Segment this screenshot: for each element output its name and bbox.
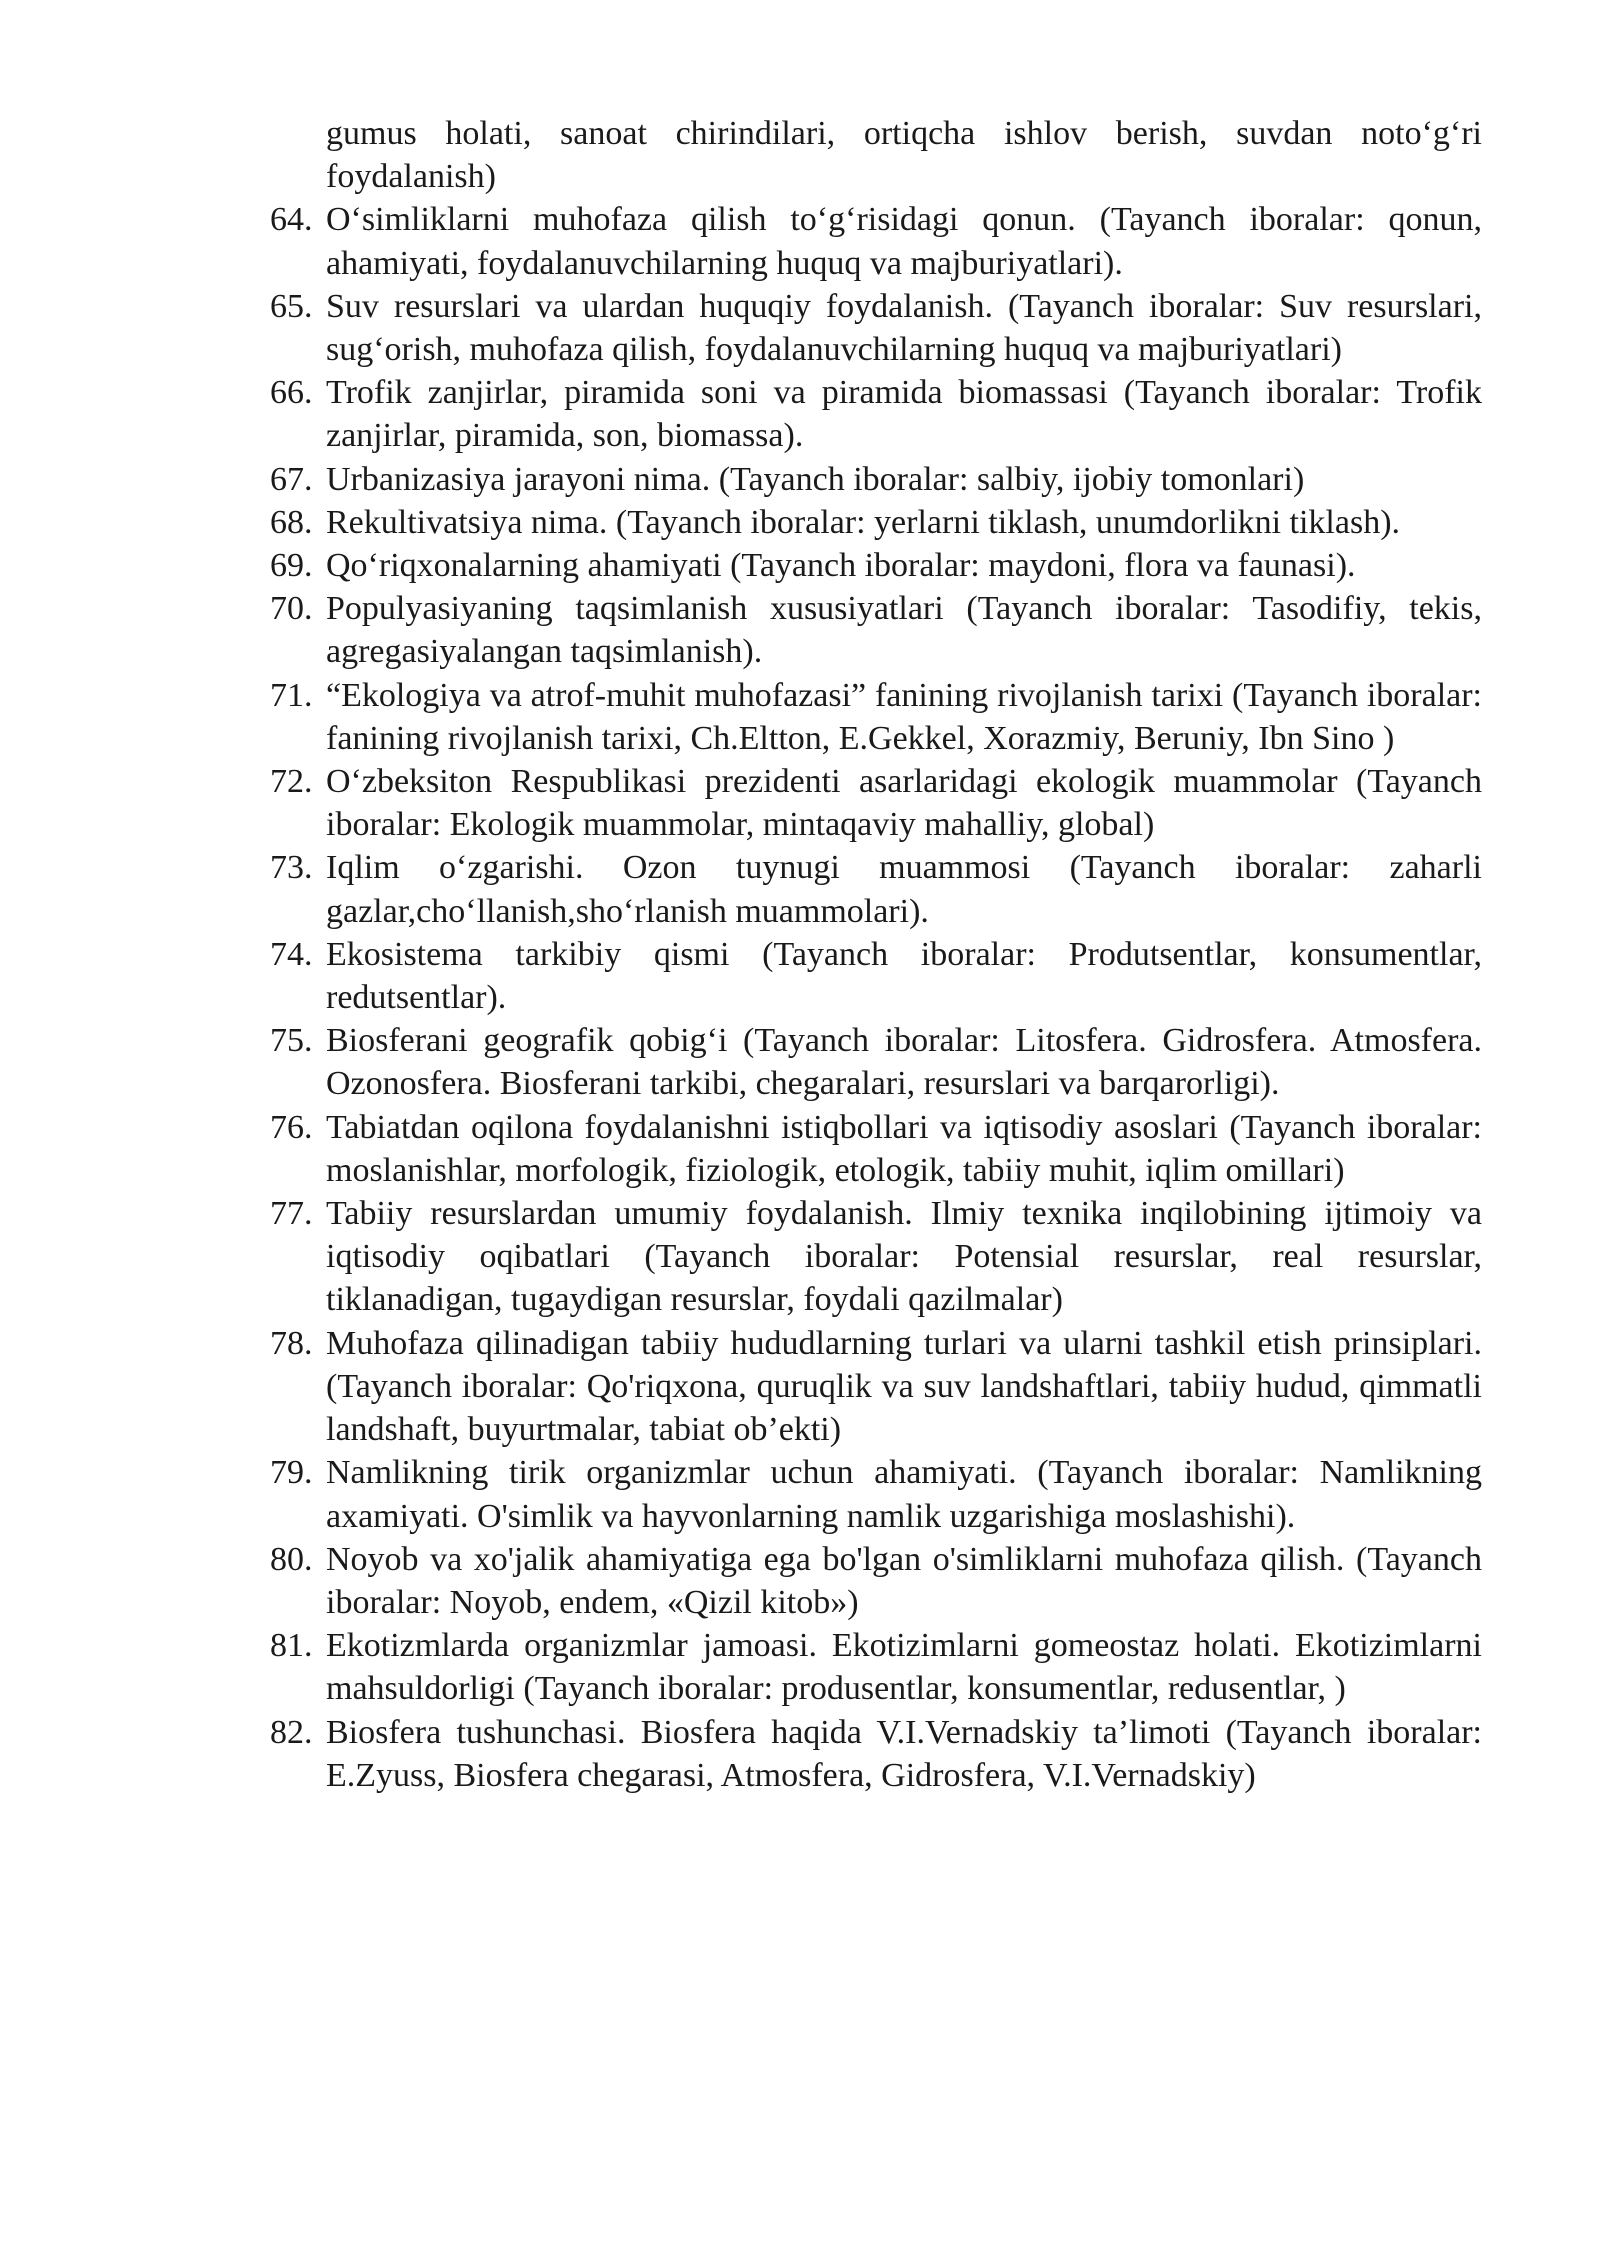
question-item (270, 1322, 1482, 1452)
question-text: Namlikning tirik organizmlar uchun ahamiyati. (Tayanch iboralar: Namlikning axamiyati. O'simlik va hayvonlarning namlik uzgarishiga moslashishi). (326, 1454, 1482, 1535)
question-number: 64. (270, 201, 313, 239)
question-number: 81. (270, 1627, 313, 1665)
question-text: Populyasiyaning taqsimlanish xususiyatlari (Tayanch iboralar: Tasodifiy, tekis, agregasiyalangan taqsimlanish). (326, 590, 1482, 671)
question-number: 72. (270, 763, 313, 801)
question-number: 65. (270, 287, 313, 325)
question-item (270, 285, 1482, 371)
question-number: 70. (270, 590, 313, 628)
question-text: Urbanizasiya jarayoni nima. (Tayanch iboralar: salbiy, ijobiy tomonlari) (326, 460, 1305, 498)
question-text: Suv resurslari va ulardan huquqiy foydalanish. (Tayanch iboralar: Suv resurslari, sug‘orish, muhofaza qilish, foydalanuvchilarning huquq va majburiyatlari) (326, 287, 1482, 369)
question-text: Ekosistema tarkibiy qismi (Tayanch iboralar: Produtsentlar, konsumentlar, redutsentlar). (326, 935, 1482, 1017)
question-item (270, 674, 1482, 760)
question-item (270, 371, 1482, 457)
question-number: 66. (270, 374, 313, 412)
question-item (270, 1106, 1482, 1192)
question-number: 80. (270, 1540, 313, 1578)
question-number: 79. (270, 1454, 313, 1492)
question-text: Rekultivatsiya nima. (Tayanch iboralar: yerlarni tiklash, unumdorlikni tiklash). (326, 503, 1401, 541)
question-item (270, 198, 1482, 284)
question-item (270, 1538, 1482, 1624)
question-text: Noyob va xo'jalik ahamiyatiga ega bo'lgan o'simliklarni muhofaza qilish. (Tayanch iboralar: Noyob, endem, «Qizil kitob») (326, 1540, 1482, 1621)
question-text: Tabiiy resurslardan umumiy foydalanish. Ilmiy texnika inqilobining ijtimoiy va iqtisodiy oqibatlari (Tayanch iboralar: Potensial resurslar, real resurslar, tiklanadigan, tugaydigan resurslar, foydali qazilmalar) (326, 1195, 1482, 1319)
question-number: 71. (270, 676, 313, 714)
question-text: Trofik zanjirlar, piramida soni va piramida biomassasi (Tayanch iboralar: Trofik zanjirlar, piramida, son, biomassa). (326, 374, 1482, 455)
question-item (270, 544, 1482, 587)
question-item (270, 1624, 1482, 1710)
question-number: 69. (270, 547, 313, 585)
question-text: O‘zbeksiton Respublikasi prezidenti asarlaridagi ekologik muammolar (Tayanch iboralar: Ekologik muammolar, mintaqaviy mahalliy, global) (326, 763, 1482, 844)
question-number: 82. (270, 1713, 313, 1751)
question-text: Muhofaza qilinadigan tabiiy hududlarning turlari va ularni tashkil etish prinsiplari. (Tayanch iboralar: Qo'riqxona, quruqlik va suv landshaftlari, tabiiy hudud, qimmatli landshaft, buyurtmalar, tabiat ob’ekti) (326, 1324, 1482, 1449)
question-number: 78. (270, 1324, 313, 1362)
question-item (270, 501, 1482, 544)
question-text: Qo‘riqxonalarning ahamiyati (Tayanch iboralar: maydoni, flora va faunasi). (326, 547, 1356, 585)
question-item (270, 1192, 1482, 1322)
question-text: Biosferani geografik qobig‘i (Tayanch iboralar: Litosfera. Gidrosfera. Atmosfera. Ozonosfera. Biosferani tarkibi, chegaralari, resurslari va barqarorligi). (326, 1022, 1482, 1103)
question-text: O‘simliklarni muhofaza qilish to‘g‘risidagi qonun. (Tayanch iboralar: qonun, ahamiyati, foydalanuvchilarning huquq va majburiyatlari). (326, 201, 1482, 282)
question-item (270, 846, 1482, 932)
question-item (270, 1711, 1482, 1797)
question-text: “Ekologiya va atrof-muhit muhofazasi” fanining rivojlanish tarixi (Tayanch iboralar: fanining rivojlanish tarixi, Ch.Eltton, E.Gekkel, Xorazmiy, Beruniy, Ibn Sino ) (326, 676, 1482, 757)
question-number: 67. (270, 460, 313, 498)
question-text: Iqlim o‘zgarishi. Ozon tuynugi muammosi (Tayanch iboralar: zaharli gazlar,cho‘llanish,sho‘rlanish muammolari). (326, 849, 1482, 930)
question-text: Ekotizmlarda organizmlar jamoasi. Ekotizimlarni gomeostaz holati. Ekotizimlarni mahsuldorligi (Tayanch iboralar: produsentlar, konsumentlar, redusentlar, ) (326, 1627, 1482, 1708)
continuation-paragraph: gumus holati, sanoat chirindilari, ortiqcha ishlov berish, suvdan noto‘g‘ri foydalanish) (326, 115, 1482, 196)
question-list-container (270, 112, 1482, 1797)
question-item (270, 1019, 1482, 1105)
question-text: Biosfera tushunchasi. Biosfera haqida V.I.Vernadskiy ta’limoti (Tayanch iboralar: E.Zyuss, Biosfera chegarasi, Atmosfera, Gidrosfera, V.I.Vernadskiy) (326, 1713, 1482, 1794)
question-number: 75. (270, 1022, 313, 1060)
question-item (270, 587, 1482, 673)
question-list (270, 198, 1482, 1797)
question-number: 76. (270, 1108, 313, 1146)
question-item (270, 458, 1482, 501)
question-item (270, 933, 1482, 1019)
question-text: Tabiatdan oqilona foydalanishni istiqbollari va iqtisodiy asoslari (Tayanch iboralar: moslanishlar, morfologik, fiziologik, etologik, tabiiy muhit, iqlim omillari) (326, 1108, 1482, 1189)
question-item (270, 1451, 1482, 1537)
question-number: 68. (270, 503, 313, 541)
question-item (270, 760, 1482, 846)
question-number: 77. (270, 1195, 313, 1233)
question-number: 73. (270, 849, 313, 887)
question-number: 74. (270, 935, 313, 973)
